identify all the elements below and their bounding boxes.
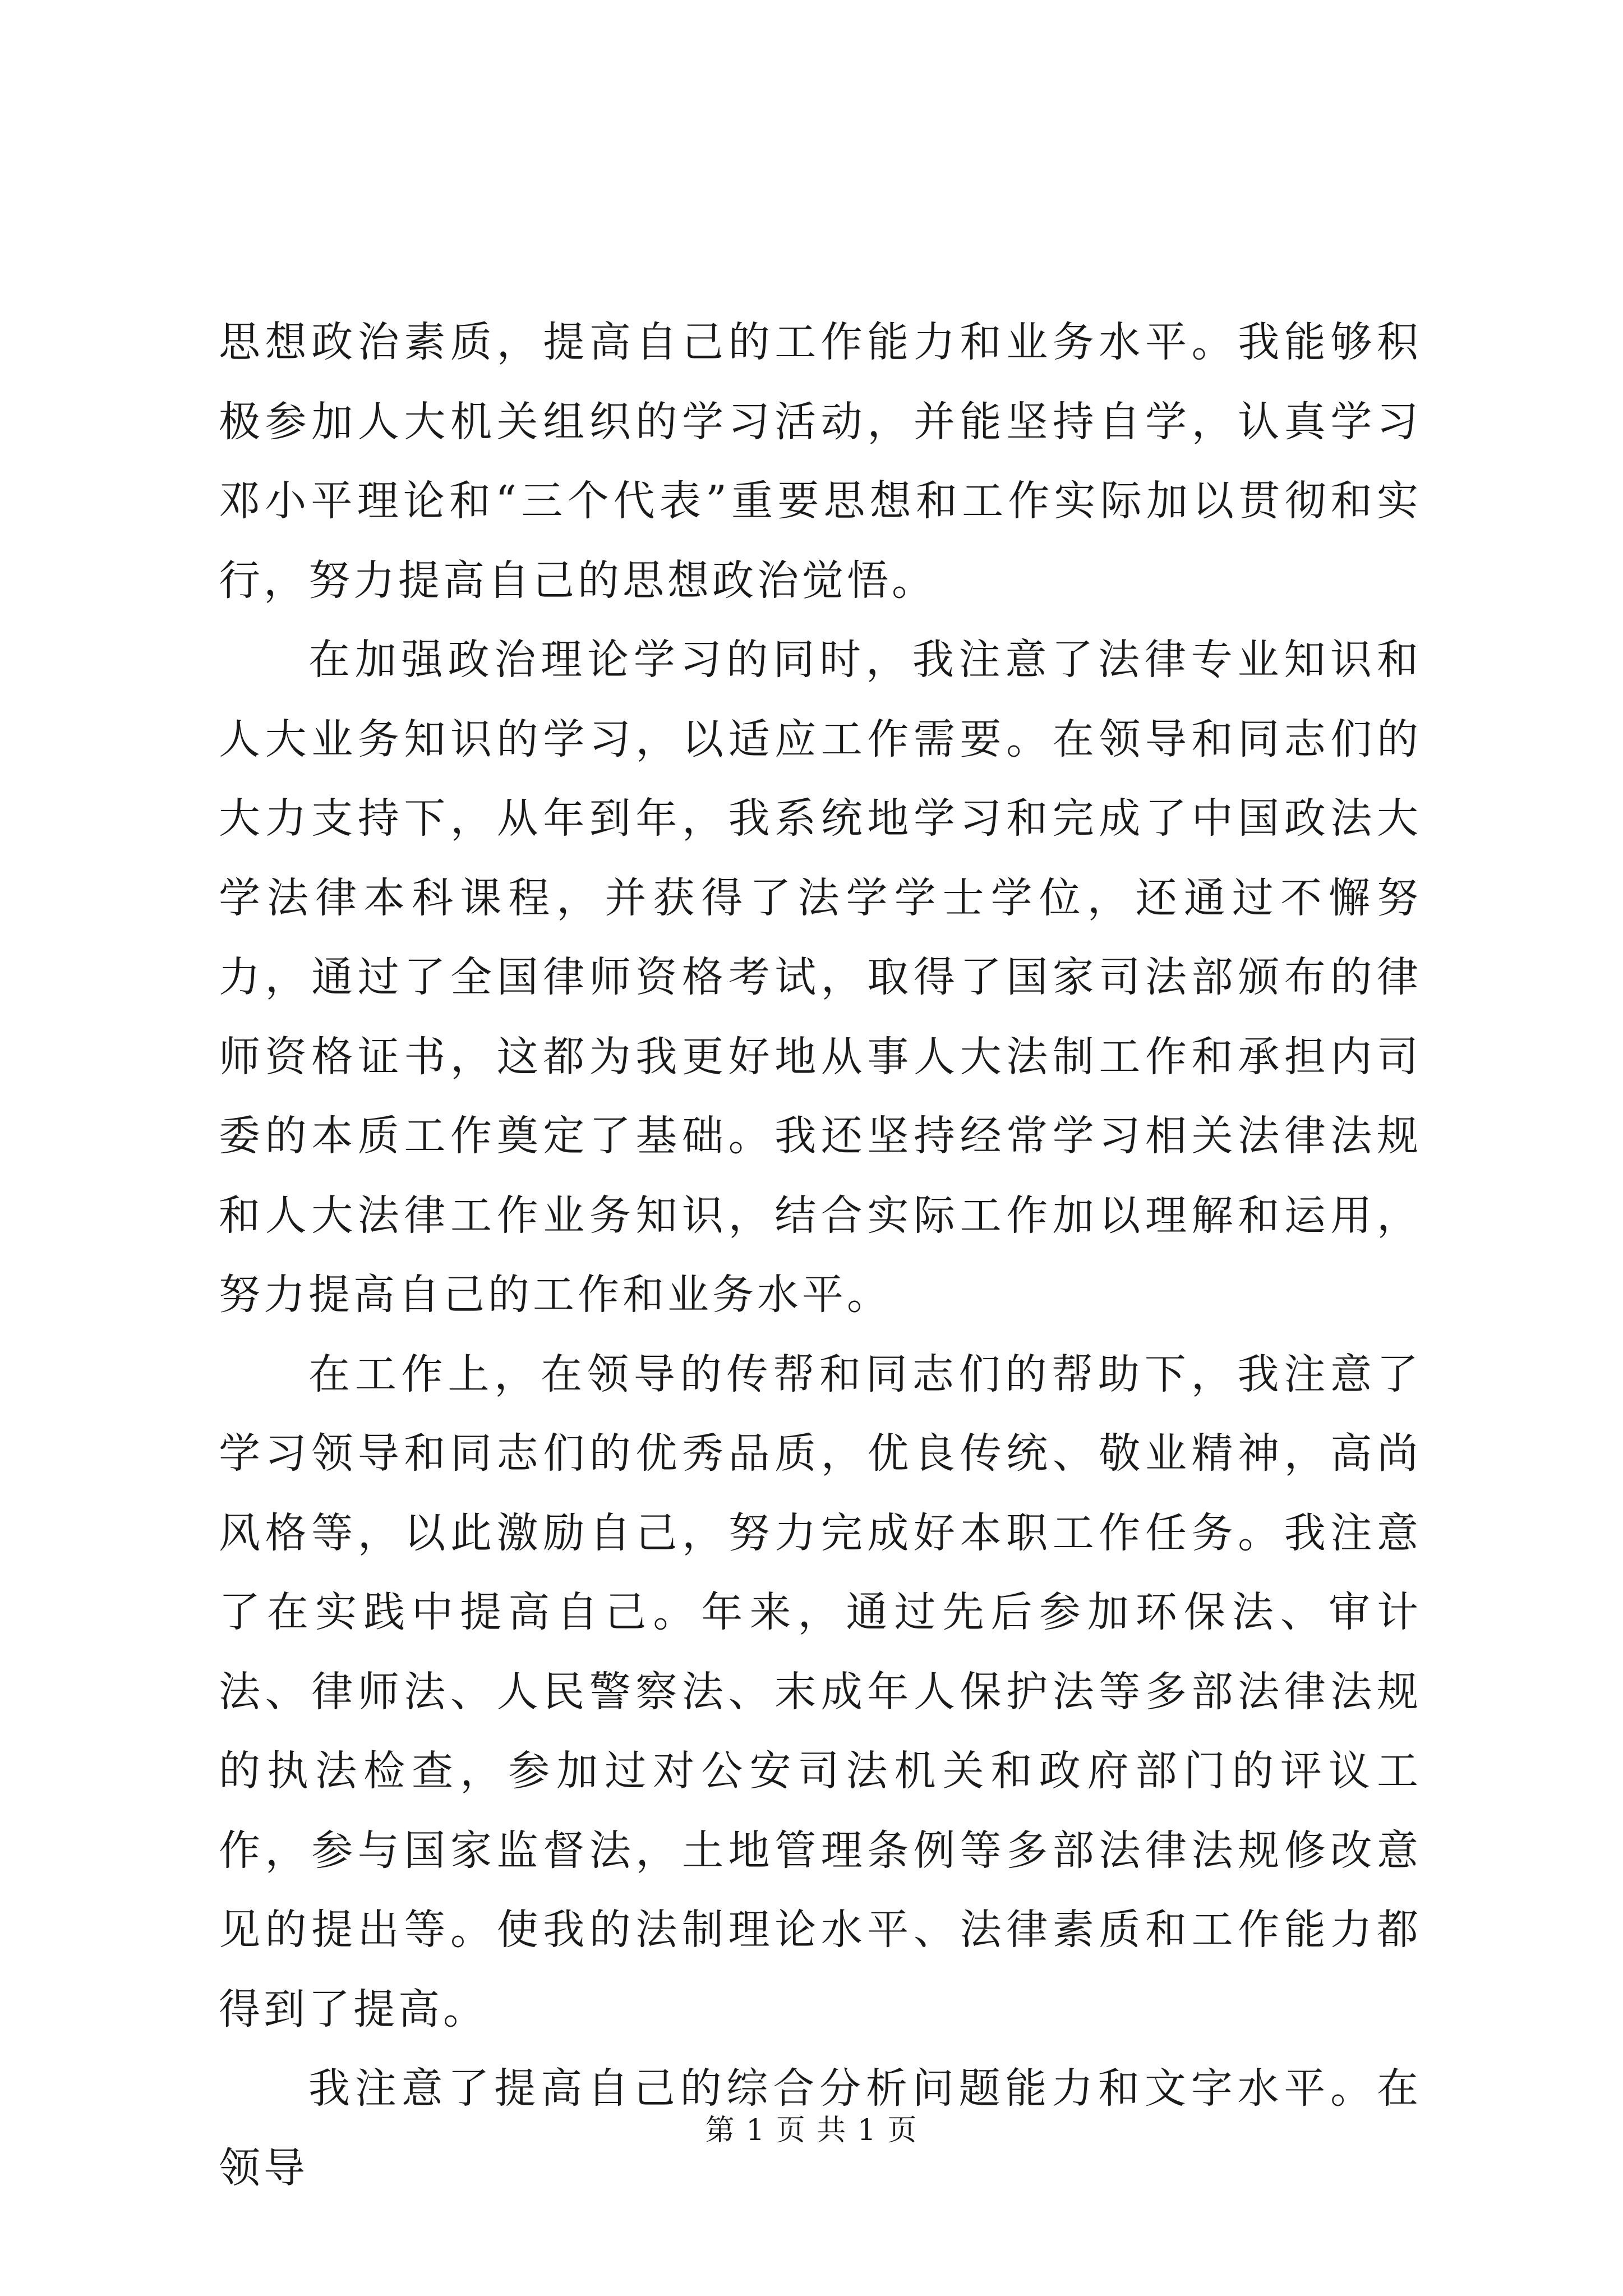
document-body: [219, 303, 1422, 2208]
paragraph-3: 在工作上，在领导的传帮和同志们的帮助下，我注意了学习领导和同志们的优秀品质，优良传统、敬业精神，高尚风格等，以此激励自己，努力完成好本职工作任务。我注意了在实践中提高自己。年来，通过先后参加环保法、审计法、律师法、人民警察法、末成年人保护法等多部法律法规的执法检查，参加过对公安司法机关和政府部门的评议工作，参与国家监督法，土地管理条例等多部法律法规修改意见的提出等。使我的法制理论水平、法律素质和工作能力都得到了提高。: [219, 1350, 1422, 2033]
page-footer: 第 1 页 共 1 页: [705, 2114, 918, 2147]
paragraph-1: 思想政治素质，提高自己的工作能力和业务水平。我能够积极参加人大机关组织的学习活动，并能坚持自学，认真学习邓小平理论和“三个代表”重要思想和工作实际加以贯彻和实行，努力提高自己的思想政治觉悟。: [219, 318, 1422, 605]
paragraph-2: 在加强政治理论学习的同时，我注意了法律专业知识和人大业务知识的学习，以适应工作需要。在领导和同志们的大力支持下，从年到年，我系统地学习和完成了中国政法大学法律本科课程，并获得了法学学士学位，还通过不懈努力，通过了全国律师资格考试，取得了国家司法部颁布的律师资格证书，这都为我更好地从事人大法制工作和承担内司委的本质工作奠定了基础。我还坚持经常学习相关法律法规和人大法律工作业务知识，结合实际工作加以理解和运用，努力提高自己的工作和业务水平。: [219, 636, 1422, 1319]
paragraph-4: 我注意了提高自己的综合分析问题能力和文字水平。在领导: [219, 2064, 1422, 2192]
